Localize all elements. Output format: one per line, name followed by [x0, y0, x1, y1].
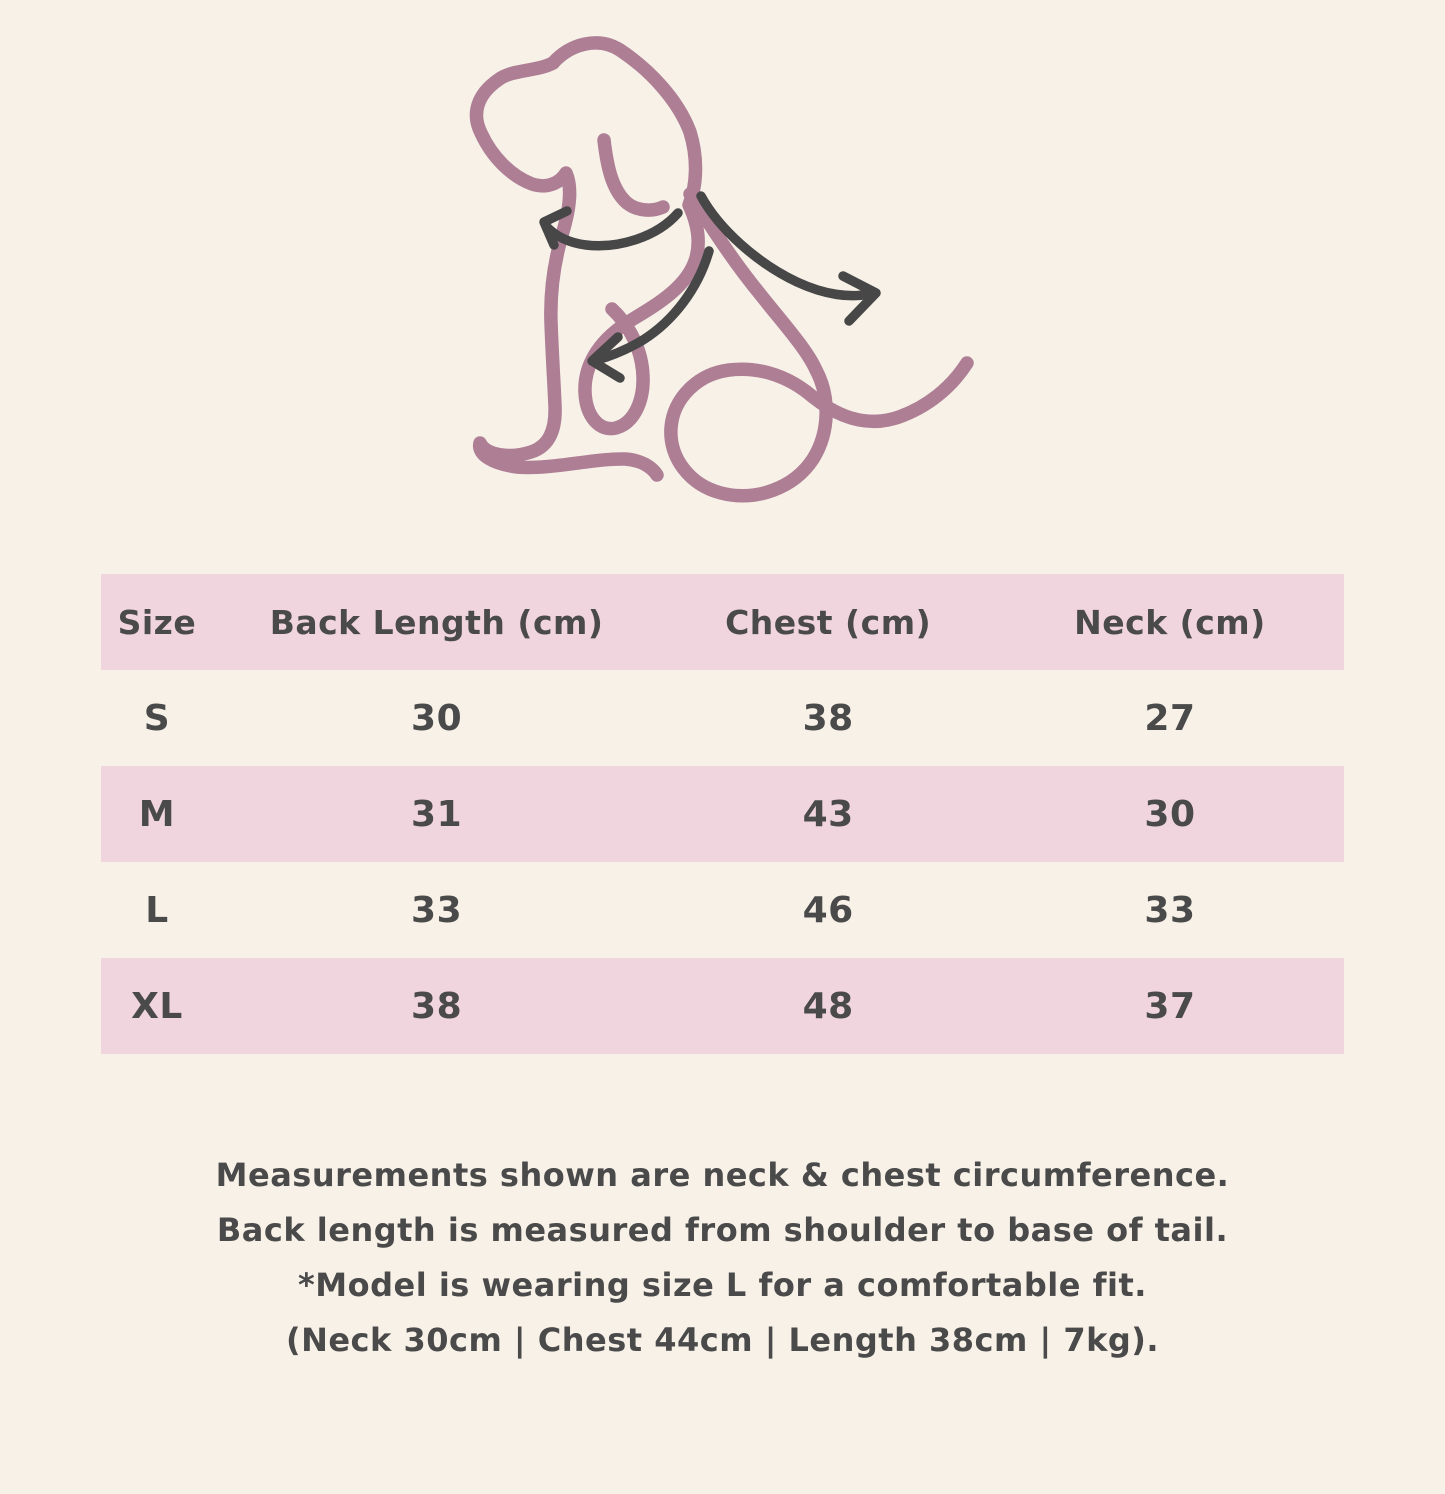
table-row-s	[101, 670, 1344, 766]
dog-measurement-illustration	[0, 0, 1445, 545]
table-row-m	[101, 766, 1344, 862]
col-header-neck: Neck (cm)	[1074, 602, 1266, 642]
chest-cell: 48	[802, 985, 854, 1027]
back-length-cell: 31	[411, 793, 463, 835]
chest-cell: 38	[802, 697, 854, 739]
neck-cell: 37	[1144, 985, 1196, 1027]
dog-back-haunch-tail-line	[671, 194, 967, 496]
col-header-chest: Chest (cm)	[725, 602, 932, 642]
measurement-notes	[0, 1148, 1445, 1368]
chest-cell: 43	[802, 793, 854, 835]
size-cell: M	[138, 793, 176, 835]
back-length-cell: 38	[411, 985, 463, 1027]
note-line-circumference: Measurements shown are neck & chest circumference.	[215, 1156, 1230, 1194]
dog-head-chest-loop-line	[553, 43, 698, 429]
dog-outline	[476, 43, 967, 496]
header-row	[101, 574, 1344, 670]
neck-cell: 33	[1144, 889, 1196, 931]
note-line-back-length: Back length is measured from shoulder to base of tail.	[216, 1211, 1229, 1249]
size-cell: L	[145, 889, 169, 931]
chest-cell: 46	[802, 889, 854, 931]
col-header-size: Size	[117, 602, 197, 642]
size-cell: S	[143, 697, 171, 739]
dog-face-line	[604, 140, 663, 210]
neck-cell: 30	[1144, 793, 1196, 835]
neck-cell: 27	[1144, 697, 1196, 739]
size-chart	[101, 574, 1344, 1054]
table-row-xl	[101, 958, 1344, 1054]
back-length-cell: 33	[411, 889, 463, 931]
note-line-model-measurements: (Neck 30cm | Chest 44cm | Length 38cm | 7kg).	[285, 1321, 1160, 1359]
size-cell: XL	[131, 985, 183, 1027]
back-length-cell: 30	[411, 697, 463, 739]
col-header-back-length: Back Length (cm)	[269, 602, 604, 642]
table-row-l	[101, 862, 1344, 958]
note-line-model-size: *Model is wearing size L for a comfortable fit.	[298, 1266, 1147, 1304]
size-chart-table	[101, 574, 1344, 1054]
